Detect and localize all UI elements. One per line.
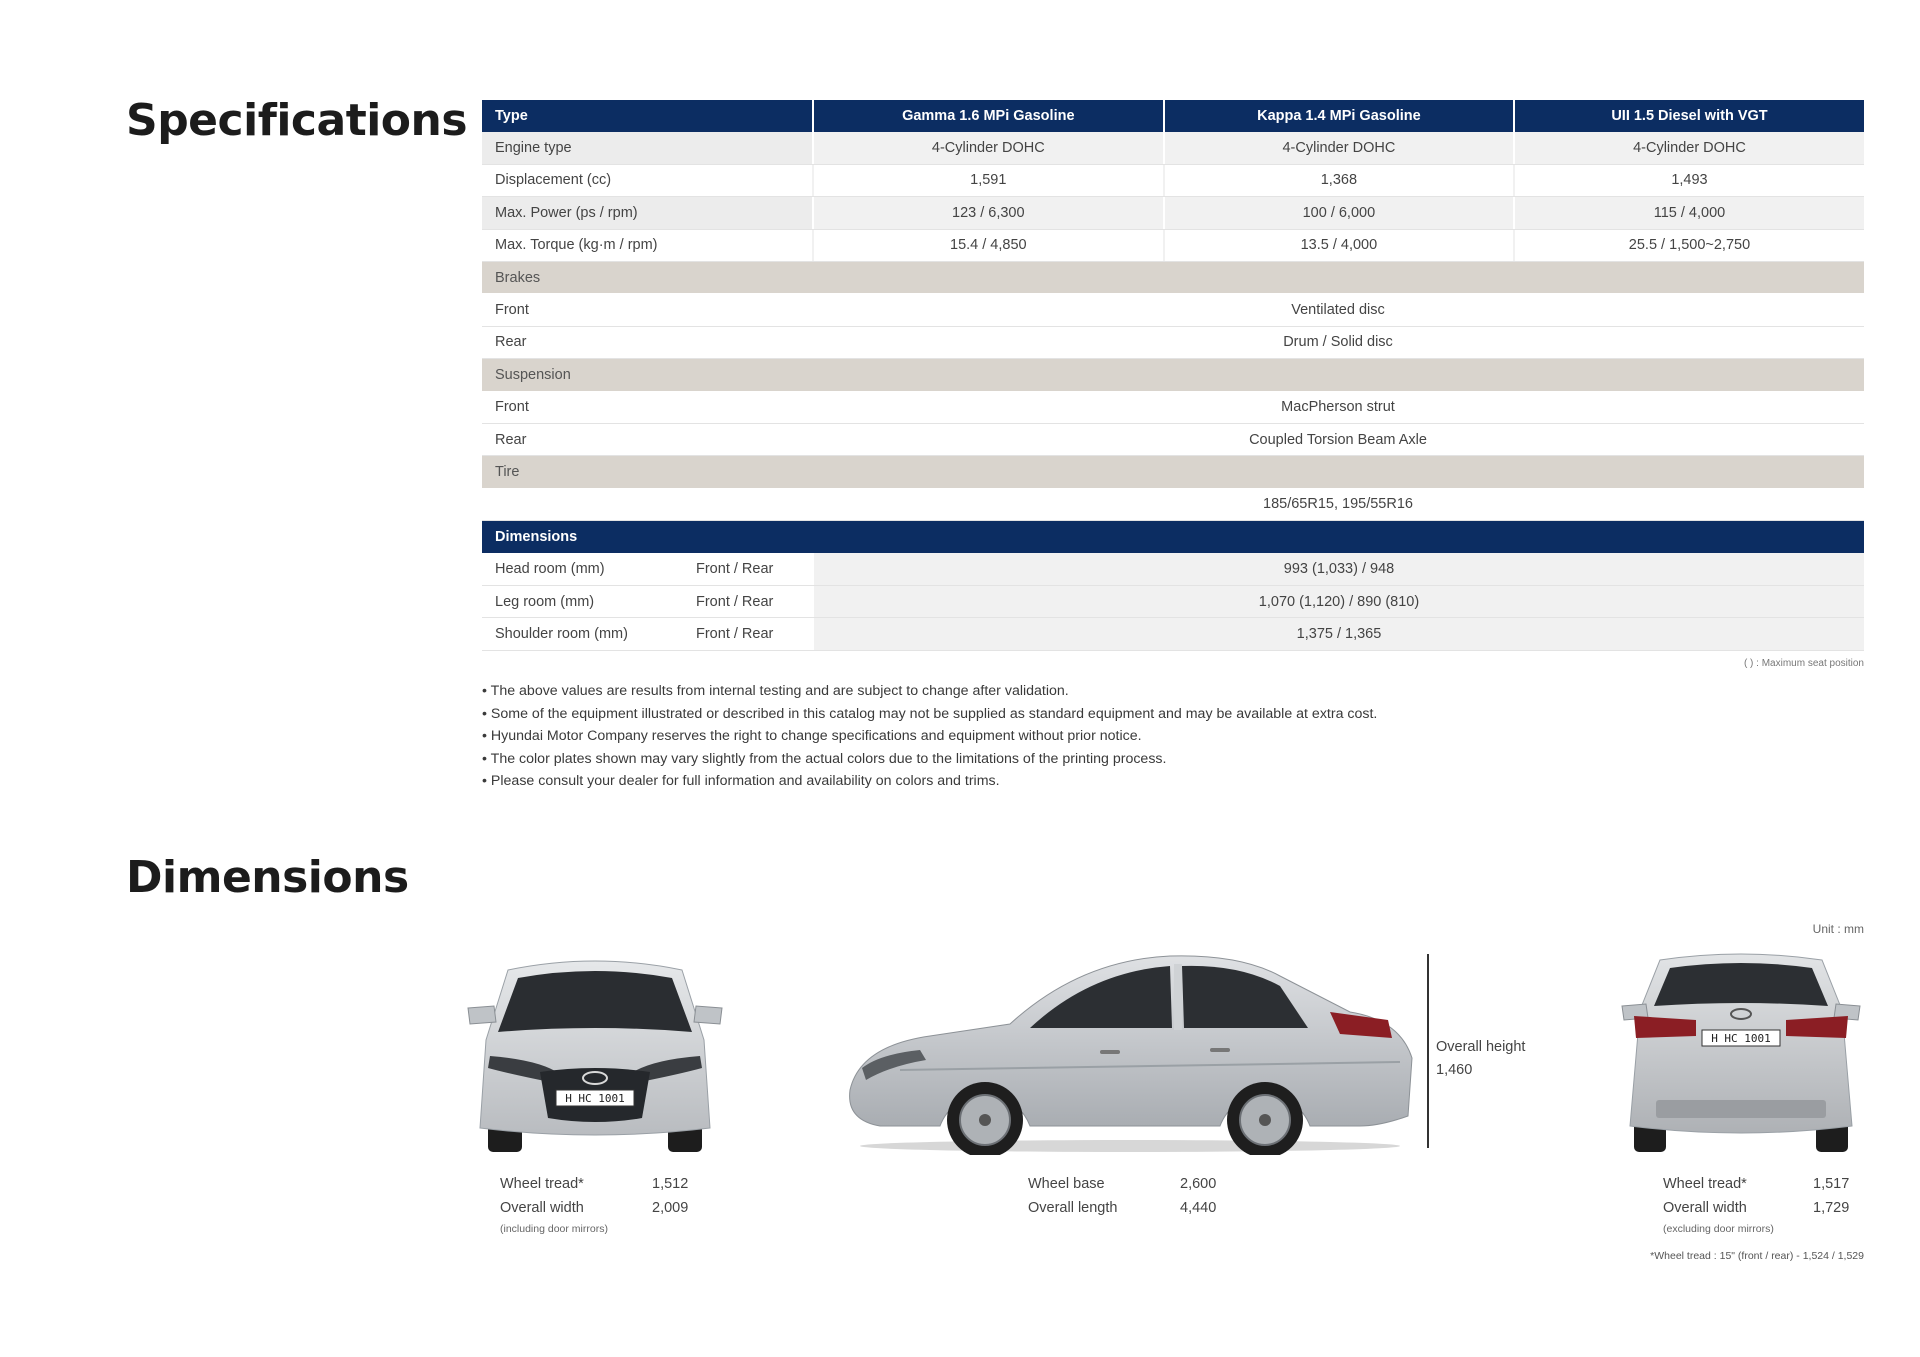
category-suspension	[482, 359, 1864, 391]
note-item: • Hyundai Motor Company reserves the right to change specifications and equipment without prior notice.	[482, 725, 1377, 748]
cell: Ventilated disc	[1291, 302, 1385, 319]
header-u2-diesel: UII 1.5 Diesel with VGT	[1513, 100, 1864, 132]
overall-length-value: 4,440	[1180, 1200, 1217, 1216]
row-label: Rear	[495, 431, 527, 448]
category-brakes	[482, 262, 1864, 294]
car-rear-view	[1616, 950, 1866, 1160]
header-type: Type	[495, 108, 528, 125]
table-row	[482, 165, 1864, 197]
row-option: Front / Rear	[688, 553, 812, 584]
front-plate-text: H HC 1001	[565, 1092, 625, 1105]
car-side-view	[840, 950, 1420, 1155]
wheel-tread-footnote: *Wheel tread : 15" (front / rear) - 1,524 / 1,529	[1650, 1250, 1864, 1262]
row-label: Displacement (cc)	[482, 165, 812, 196]
cell: 1,493	[1513, 165, 1864, 196]
cell: 1,591	[812, 165, 1163, 196]
specifications-title: Specifications	[126, 95, 468, 146]
table-row	[482, 132, 1864, 164]
table-row	[482, 618, 1864, 650]
overall-height-label	[1436, 1036, 1525, 1082]
note-item: • Please consult your dealer for full information and availability on colors and trims.	[482, 770, 1377, 793]
cell: 115 / 4,000	[1513, 197, 1864, 228]
overall-height-line	[1427, 954, 1429, 1148]
table-row	[482, 553, 1864, 585]
front-tread-value: 1,512	[652, 1176, 689, 1192]
rear-width-label: Overall width	[1663, 1200, 1747, 1216]
row-label: Front	[495, 302, 529, 319]
rear-tread-value: 1,517	[1813, 1176, 1850, 1192]
cell: 100 / 6,000	[1163, 197, 1514, 228]
row-label: Head room (mm)	[482, 553, 688, 584]
front-width-note: (including door mirrors)	[500, 1223, 608, 1235]
car-front-view	[460, 950, 730, 1160]
header-kappa: Kappa 1.4 MPi Gasoline	[1163, 100, 1514, 132]
row-label	[482, 489, 812, 520]
cell: 13.5 / 4,000	[1163, 230, 1514, 261]
category-label: Suspension	[495, 366, 571, 383]
overall-length-label: Overall length	[1028, 1200, 1118, 1216]
cell: Drum / Solid disc	[1283, 334, 1393, 351]
table-row	[482, 294, 1864, 326]
cell: 1,070 (1,120) / 890 (810)	[812, 586, 1864, 617]
cell: 993 (1,033) / 948	[812, 553, 1864, 584]
cell: Coupled Torsion Beam Axle	[1249, 431, 1427, 448]
note-item: • The color plates shown may vary slightly from the actual colors due to the limitations of the printing process.	[482, 748, 1377, 771]
table-header-row	[482, 100, 1864, 132]
category-tire	[482, 456, 1864, 488]
cell: 185/65R15, 195/55R16	[1263, 496, 1413, 513]
wheel-base-label: Wheel base	[1028, 1176, 1105, 1192]
row-label: Front	[495, 399, 529, 416]
table-row	[482, 424, 1864, 456]
wheel-base-value: 2,600	[1180, 1176, 1217, 1192]
row-label: Rear	[495, 334, 527, 351]
row-label: Max. Power (ps / rpm)	[482, 197, 812, 228]
row-label: Engine type	[482, 132, 812, 163]
row-option: Front / Rear	[688, 586, 812, 617]
cell: 25.5 / 1,500~2,750	[1513, 230, 1864, 261]
table-row	[482, 392, 1864, 424]
note-item: • The above values are results from internal testing and are subject to change after validation.	[482, 680, 1377, 703]
cell: 4-Cylinder DOHC	[812, 132, 1163, 163]
row-label: Shoulder room (mm)	[482, 618, 688, 649]
cell: 1,375 / 1,365	[812, 618, 1864, 649]
row-label: Leg room (mm)	[482, 586, 688, 617]
cell: 123 / 6,300	[812, 197, 1163, 228]
rear-width-note: (excluding door mirrors)	[1663, 1223, 1774, 1235]
table-row	[482, 230, 1864, 262]
cell: 4-Cylinder DOHC	[1163, 132, 1514, 163]
category-label: Brakes	[495, 269, 541, 286]
dimensions-title: Dimensions	[126, 852, 409, 903]
disclaimer-notes	[482, 680, 1377, 793]
cell: 1,368	[1163, 165, 1514, 196]
row-option: Front / Rear	[688, 618, 812, 649]
dimensions-header-label: Dimensions	[495, 529, 578, 546]
table-row	[482, 586, 1864, 618]
cell: 4-Cylinder DOHC	[1513, 132, 1864, 163]
rear-plate-text: H HC 1001	[1711, 1032, 1771, 1045]
category-label: Tire	[495, 463, 520, 480]
height-value: 1,460	[1436, 1062, 1473, 1078]
seat-position-note: ( ) : Maximum seat position	[1743, 658, 1864, 669]
unit-label: Unit : mm	[1812, 922, 1864, 936]
cell: MacPherson strut	[1281, 399, 1395, 416]
note-item: • Some of the equipment illustrated or described in this catalog may not be supplied as standard equipment and may be available at extra cost.	[482, 703, 1377, 726]
cell: 15.4 / 4,850	[812, 230, 1163, 261]
specifications-table	[482, 100, 1864, 651]
front-tread-label: Wheel tread*	[500, 1176, 584, 1192]
dimensions-header-row	[482, 521, 1864, 553]
height-label-text: Overall height	[1436, 1039, 1526, 1055]
front-width-value: 2,009	[652, 1200, 689, 1216]
table-row	[482, 489, 1864, 521]
table-row	[482, 327, 1864, 359]
front-width-label: Overall width	[500, 1200, 584, 1216]
header-gamma: Gamma 1.6 MPi Gasoline	[812, 100, 1163, 132]
rear-width-value: 1,729	[1813, 1200, 1850, 1216]
rear-tread-label: Wheel tread*	[1663, 1176, 1747, 1192]
row-label: Max. Torque (kg·m / rpm)	[482, 230, 812, 261]
table-row	[482, 197, 1864, 229]
